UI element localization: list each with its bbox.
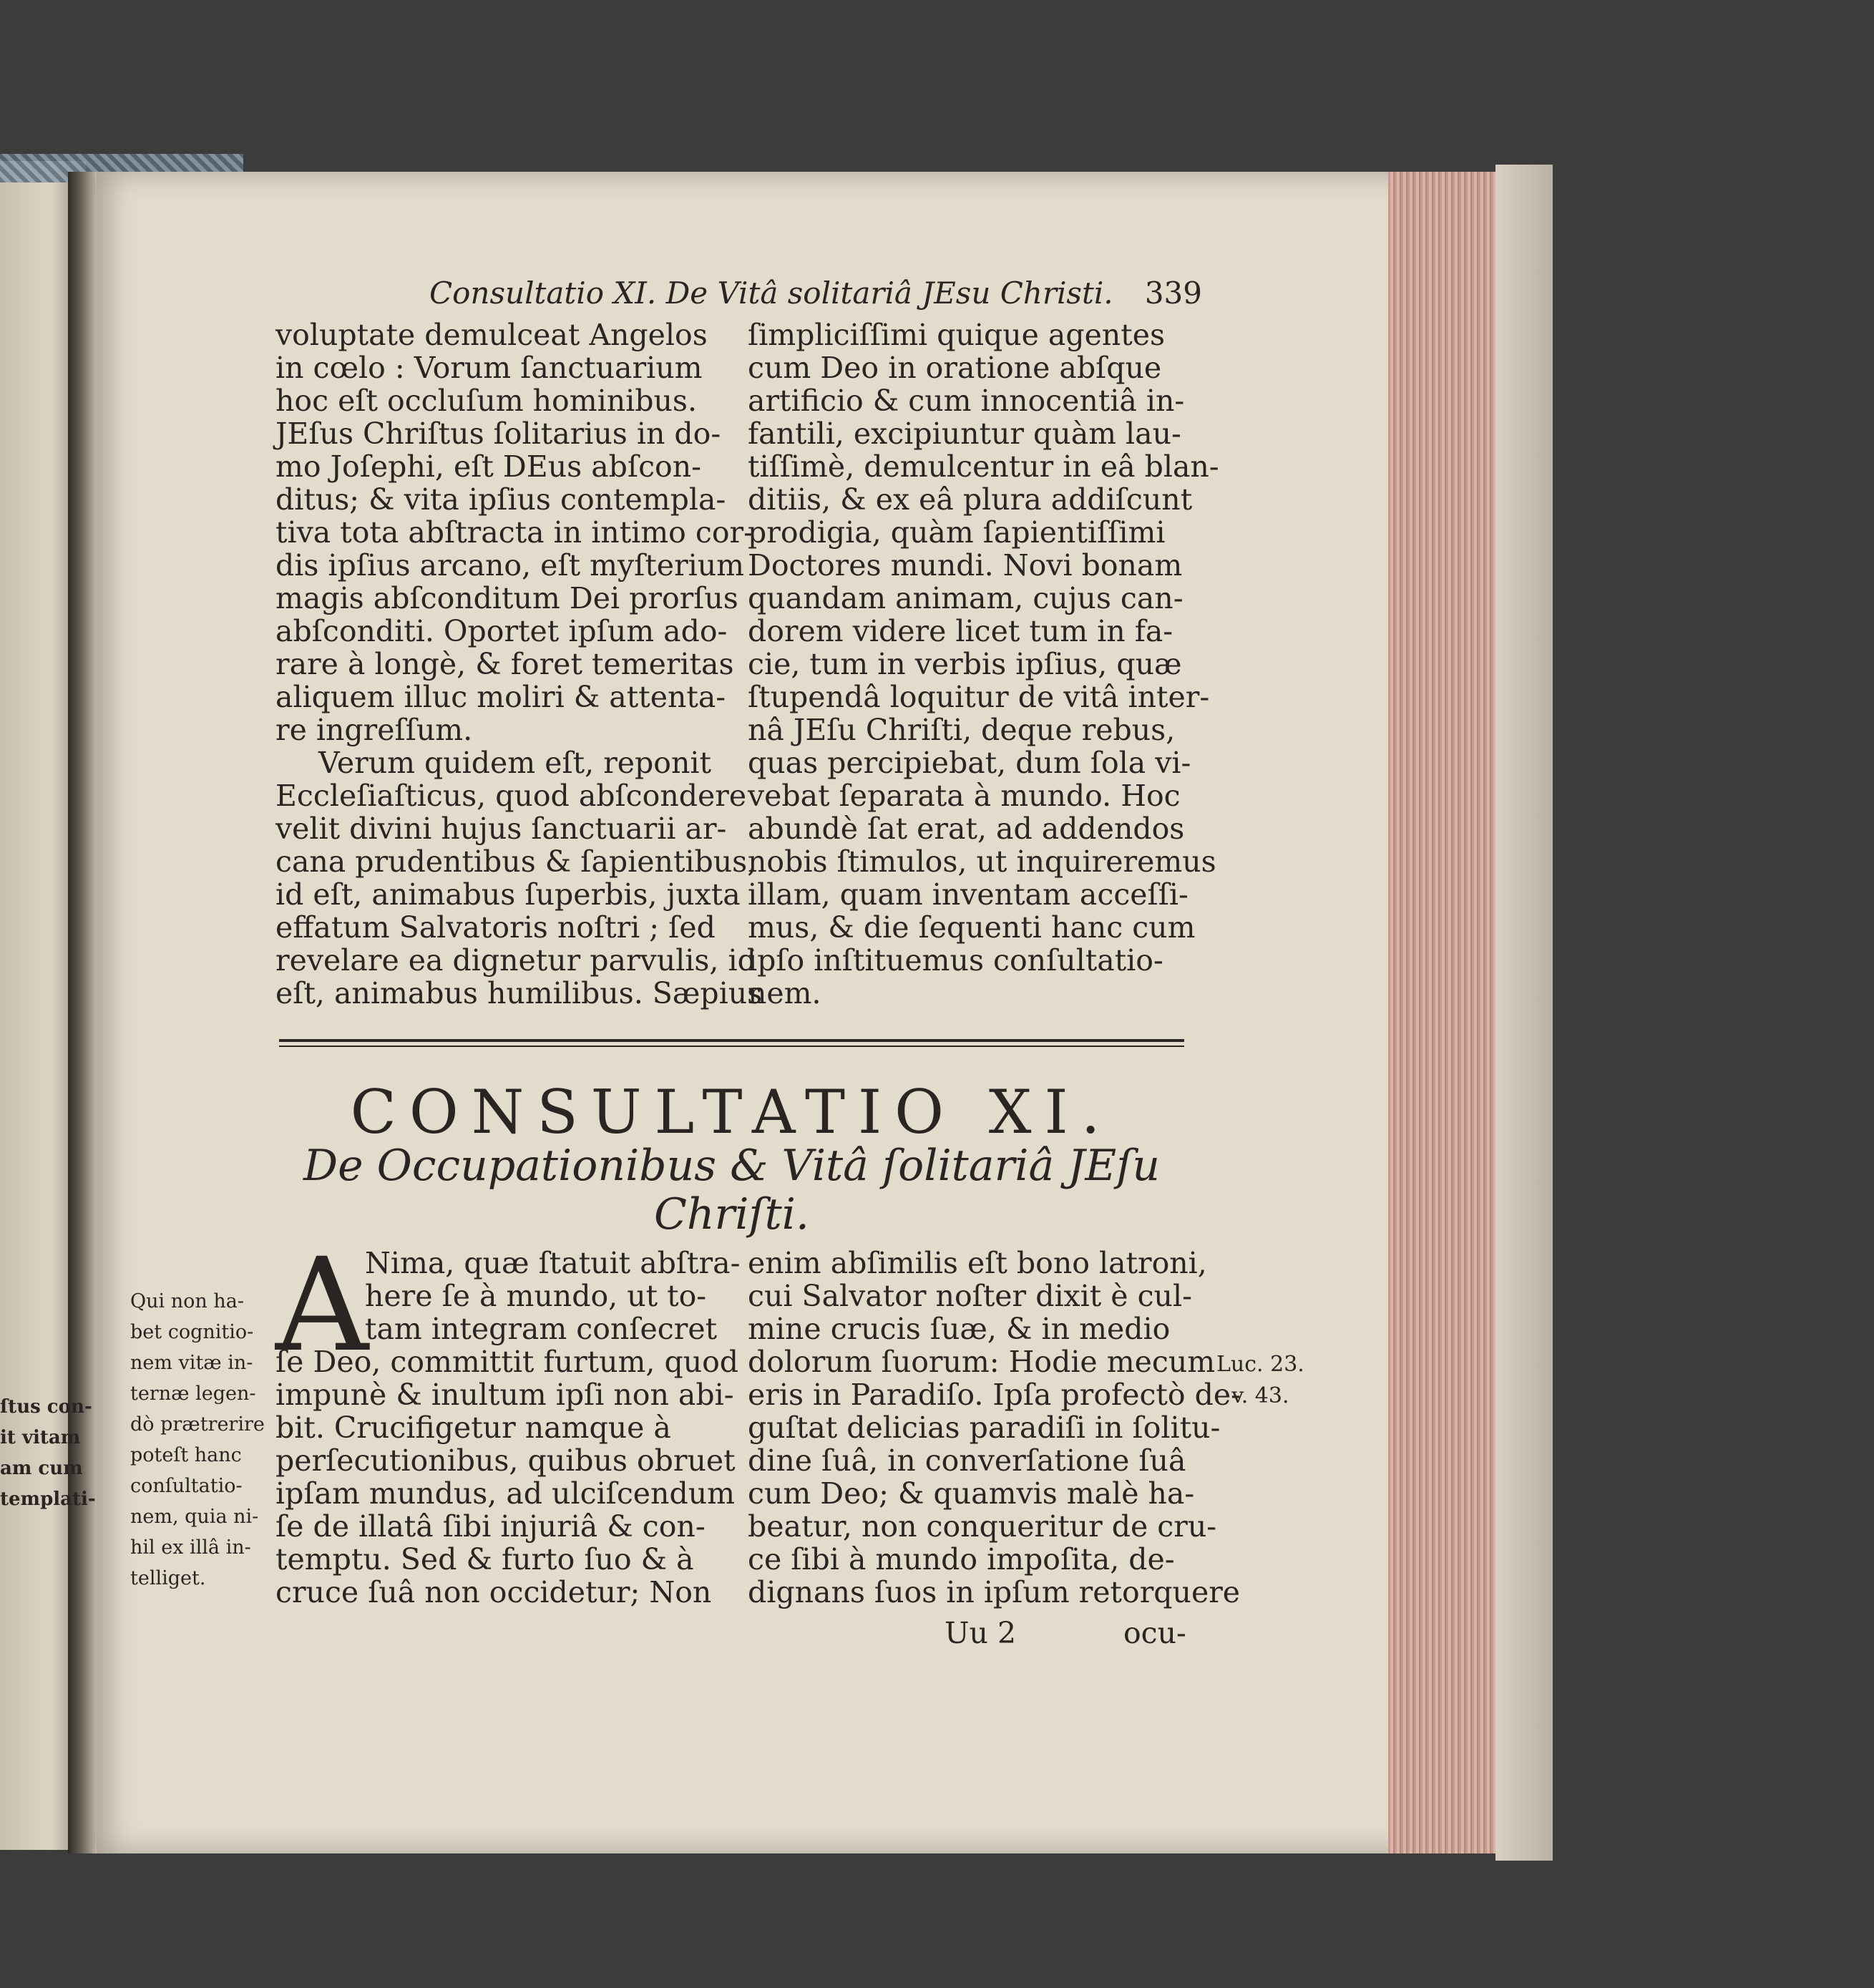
text-line: dorem videre licet tum in fa-	[748, 614, 1173, 648]
text-line: Doctores mundi. Novi bonam	[748, 548, 1183, 583]
text-line: cie, tum in verbis ipſius, quæ	[748, 647, 1182, 681]
catchword: ocu-	[1123, 1616, 1186, 1650]
running-title: Consultatio XI. De Vitâ solitariâ JEsu Christi.	[429, 276, 1113, 311]
page-number: 339	[1144, 276, 1202, 311]
text-column-left	[275, 318, 763, 1010]
text-line: rare à longè, & foret temeritas	[275, 647, 734, 681]
text-line: v. 43.	[1231, 1383, 1289, 1408]
text-line: ce ſibi à mundo impoſita, de-	[748, 1542, 1175, 1577]
text-line: Luc. 23.	[1216, 1352, 1304, 1377]
text-line: impunè & inultum ipſi non abi-	[275, 1378, 734, 1412]
subheading-line: De Occupationibus & Vitâ ſolitariâ JEſu	[303, 1141, 1160, 1191]
text-line: vebat ſeparata à mundo. Hoc	[748, 779, 1181, 813]
text-line: effatum Salvatoris noſtri ; ſed	[275, 910, 716, 945]
text-line: dine ſuâ, in converſatione ſuâ	[748, 1443, 1186, 1478]
text-line: dolorum ſuorum: Hodie mecum	[748, 1345, 1216, 1379]
text-line: abundè ſat erat, ad addendos	[748, 812, 1185, 846]
text-line: dis ipſius arcano, eſt myſterium	[275, 548, 745, 583]
text-line: quandam animam, cujus can-	[748, 581, 1184, 615]
section-rule-thin	[279, 1046, 1184, 1047]
text-line: cum Deo in oratione abſque	[748, 351, 1162, 385]
drop-cap: A	[275, 1231, 369, 1380]
text-line: Nima, quæ ſtatuit abſtra-	[365, 1246, 741, 1280]
text-line: tiva tota abſtracta in intimo cor-	[275, 515, 753, 550]
text-line: cruce ſuâ non occidetur; Non	[275, 1575, 712, 1609]
text-line: ſtupendâ loquitur de vitâ inter-	[748, 680, 1210, 714]
text-line: mine crucis ſuæ, & in medio	[748, 1312, 1171, 1346]
text-line: temptu. Sed & furto ſuo & à	[275, 1542, 694, 1577]
text-line: ſimpliciſſimi quique agentes	[748, 318, 1166, 352]
text-line: illam, quam inventam acceſſi-	[748, 877, 1189, 912]
text-column-right-lower	[748, 1246, 1241, 1609]
text-line: eſt, animabus humilibus. Sæpius	[275, 976, 763, 1010]
text-line: ditus; & vita ipſius contempla-	[275, 482, 726, 517]
text-line: tam integram conſecret	[365, 1312, 718, 1346]
text-line: abſconditi. Oportet ipſum ado-	[275, 614, 728, 648]
text-line: nem.	[748, 976, 821, 1010]
text-line: ipſo inſtituemus conſultatio-	[748, 943, 1163, 978]
text-line: id eſt, animabus ſuperbis, juxta	[275, 877, 741, 912]
text-line: voluptate demulceat Angelos	[275, 318, 708, 352]
chapter-subheading	[279, 1141, 1184, 1239]
text-line: magis abſconditum Dei prorſus	[275, 581, 738, 615]
text-line: nobis ſtimulos, ut inquireremus	[748, 844, 1216, 879]
text-line: cum Deo; & quamvis malè ha-	[748, 1476, 1195, 1511]
text-line: revelare ea dignetur parvulis, id	[275, 943, 756, 978]
text-line: prodigia, quàm ſapientiſſimi	[748, 515, 1166, 550]
text-line: dò prætrerire	[130, 1413, 265, 1436]
text-line: templati-	[0, 1488, 96, 1510]
text-line: ditiis, & ex eâ plura addiſcunt	[748, 482, 1193, 517]
text-line: mo Joſephi, eſt DEus abſcon-	[275, 449, 701, 484]
text-line: tiſſimè, demulcentur in eâ blan-	[748, 449, 1219, 484]
text-line: am cum	[0, 1458, 83, 1479]
text-line: cui Salvator noſter dixit è cul-	[748, 1279, 1192, 1313]
text-column-left-lower	[275, 1231, 741, 1609]
text-line: artificio & cum innocentiâ in-	[748, 384, 1185, 418]
text-line: in cœlo : Vorum ſanctuarium	[275, 351, 703, 385]
section-rule	[279, 1039, 1184, 1042]
text-line: bit. Crucifigetur namque à	[275, 1410, 671, 1445]
subheading-line: Chriſti.	[653, 1189, 809, 1239]
catchline	[945, 1616, 1186, 1650]
text-line: nem vitæ in-	[130, 1352, 253, 1374]
margin-note	[130, 1286, 265, 1594]
text-line: dignans ſuos in ipſum retorquere	[748, 1575, 1241, 1609]
text-line: beatur, non conqueritur de cru-	[748, 1509, 1217, 1544]
text-line: it vitam	[0, 1427, 81, 1448]
text-line: Qui non ha-	[130, 1290, 244, 1312]
text-line: Verum quidem eſt, reponit	[318, 746, 711, 780]
text-line: bet cognitio-	[130, 1321, 254, 1343]
text-line: nem, quia ni-	[130, 1506, 259, 1528]
text-line: re ingreſſum.	[275, 713, 473, 747]
text-line: poteſt hanc	[130, 1444, 242, 1466]
text-line: mus, & die ſequenti hanc cum	[748, 910, 1196, 945]
text-line: enim abſimilis eſt bono latroni,	[748, 1246, 1207, 1280]
text-line: nâ JEſu Chriſti, deque rebus,	[748, 713, 1176, 747]
text-line: aliquem illuc moliri & attenta-	[275, 680, 726, 714]
signature-mark: Uu 2	[945, 1616, 1017, 1650]
text-line: JEſus Chriſtus ſolitarius in do-	[275, 416, 721, 451]
text-line: quas percipiebat, dum ſola vi-	[748, 746, 1191, 780]
scripture-reference	[1216, 1349, 1304, 1412]
chapter-heading: CONSULTATIO XI.	[350, 1077, 1113, 1147]
text-line: guſtat delicias paradiſi in ſolitu-	[748, 1410, 1221, 1445]
text-line: hil ex illâ in-	[130, 1536, 251, 1559]
text-line: conſultatio-	[130, 1475, 243, 1497]
left-page-text	[0, 1392, 96, 1515]
text-line: ſe de illatâ ſibi injuriâ & con-	[275, 1509, 706, 1544]
text-line: perſecutionibus, quibus obruet	[275, 1443, 736, 1478]
text-line: Eccleſiaſticus, quod abſcondere	[275, 779, 747, 813]
text-line: hoc eſt occluſum hominibus.	[275, 384, 697, 418]
text-column-right	[748, 318, 1219, 1010]
text-line: fantili, excipiuntur quàm lau-	[748, 416, 1181, 451]
text-line: ſe Deo, committit furtum, quod	[275, 1345, 739, 1379]
text-line: eris in Paradiſo. Ipſa profectò de-	[748, 1378, 1241, 1412]
text-line: ipſam mundus, ad ulciſcendum	[275, 1476, 735, 1511]
gutter	[68, 172, 97, 1853]
text-line: velit divini hujus ſanctuarii ar-	[275, 812, 727, 846]
text-line: cana prudentibus & ſapientibus,	[275, 844, 757, 879]
text-line: here ſe à mundo, ut to-	[365, 1279, 707, 1313]
book-cover-edge	[1495, 165, 1553, 1861]
text-line: ternæ legen-	[130, 1383, 256, 1405]
page-edges	[1388, 172, 1495, 1853]
text-line: ſtus con-	[0, 1396, 92, 1418]
text-line: telliget.	[130, 1567, 206, 1589]
